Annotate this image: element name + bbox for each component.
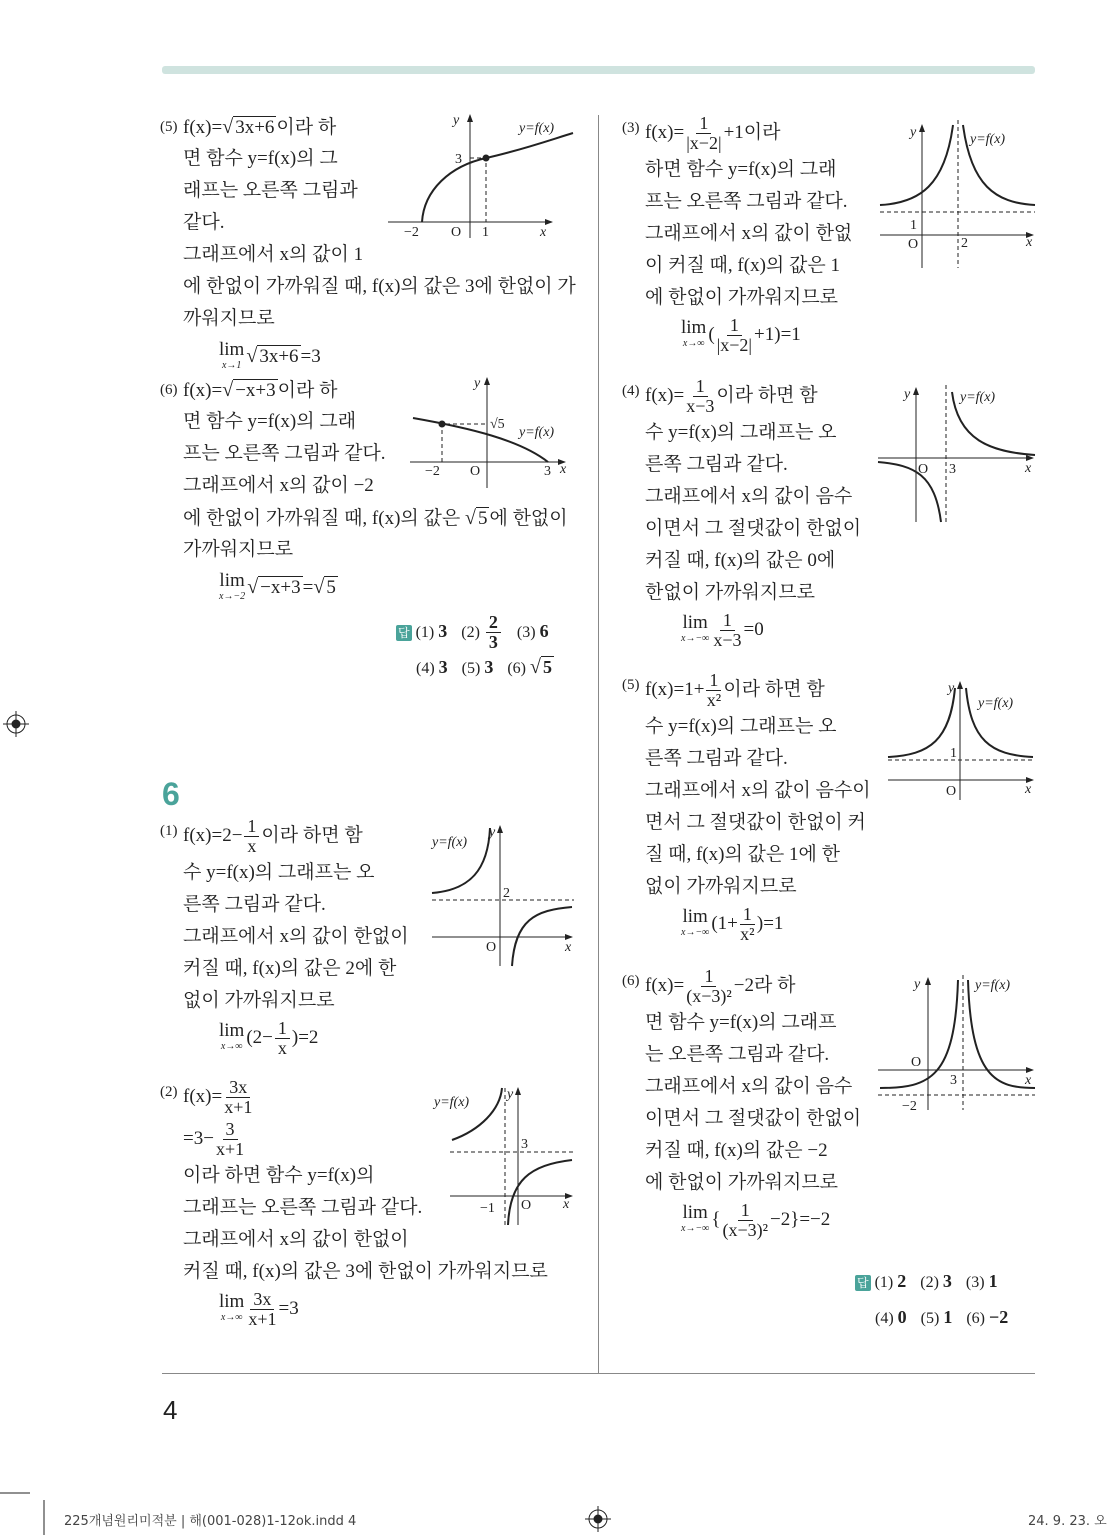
text-run: 그래프에서 x의 값이 음수	[645, 1076, 853, 1097]
text-run: 없이 가까워지므로	[645, 876, 797, 897]
answer-label: (4)	[875, 1310, 894, 1327]
axis-label: y	[948, 681, 955, 696]
text-run: 그래프는 오른쪽 그림과 같다.	[183, 1197, 423, 1218]
lim-text: lim	[682, 611, 708, 633]
tick-label: −2	[404, 225, 419, 240]
text-run: 까워지므로	[183, 308, 275, 329]
numerator: 1	[740, 905, 755, 925]
denominator: (x−3)²	[686, 986, 732, 1007]
graph-1-over-x-minus-3	[878, 385, 1035, 525]
lim-text: lim	[682, 1201, 708, 1223]
text-run: 커질 때, f(x)의 값은 3에 한없이 가까워지므로	[183, 1261, 548, 1282]
numerator: 1	[706, 671, 721, 691]
answer-badge: 답	[398, 626, 410, 641]
lim-text: lim	[219, 1019, 245, 1041]
tick-label: −2	[902, 1099, 917, 1114]
problem-label: (4)	[622, 383, 640, 399]
answer-value: 0	[897, 1307, 907, 1327]
text-run: 이라 하면 함	[723, 679, 825, 700]
axis-label: y	[910, 125, 917, 140]
lim-text: lim	[219, 338, 245, 360]
answer-badge: 답	[857, 1276, 869, 1291]
text-run: f(x)=	[183, 380, 223, 401]
tick-label: 1	[482, 225, 489, 240]
answer-label: (2)	[920, 1274, 939, 1291]
axis-label: x	[1026, 235, 1033, 250]
text-run: 에 한없이	[489, 508, 568, 529]
text-run: +1이라	[723, 122, 781, 143]
radicand: 5	[477, 508, 488, 529]
origin-label: O	[918, 462, 929, 477]
problem-label: (5)	[622, 677, 640, 693]
answer-label: (1)	[874, 1274, 894, 1291]
denominator: (x−3)²	[722, 1220, 768, 1241]
numerator: 2	[486, 613, 501, 633]
problem-label: (6)	[622, 973, 640, 989]
answer-value: 2	[897, 1271, 907, 1291]
answer-label: (5)	[461, 660, 481, 677]
origin-label: O	[451, 225, 462, 240]
origin-label: O	[908, 237, 919, 252]
tick-label: 2	[961, 236, 968, 251]
text-run: 같다.	[183, 212, 225, 233]
answer-label: (1)	[415, 624, 435, 641]
lim-text: lim	[682, 905, 708, 927]
answer-label: (6)	[966, 1310, 985, 1327]
origin-label: O	[946, 784, 957, 799]
denominator: x−3	[686, 396, 715, 417]
lim-subscript: x→∞	[220, 1311, 243, 1323]
text-run: 이라 하면 함	[716, 385, 818, 406]
text-run: 에 한없이 가까워질 때, f(x)의 값은 3에 한없이 가	[183, 276, 576, 297]
tick-label: 2	[503, 886, 510, 901]
text-run: 한없이 가까워지므로	[645, 582, 815, 603]
radical-sign: √	[246, 345, 258, 367]
text-run: 이라 하면 함	[261, 825, 363, 846]
text-run: 가까워지므로	[183, 539, 294, 560]
text-run: )=1	[756, 913, 784, 934]
text-run: 이라 하	[276, 117, 337, 138]
graph-1-over-abs-x-minus-2-plus-1	[880, 120, 1035, 268]
footer-date: 24. 9. 23. 오	[1028, 1514, 1107, 1529]
curve-label: y=f(x)	[519, 425, 555, 440]
axis-label: y	[453, 113, 460, 128]
lim-text: lim	[219, 569, 245, 591]
denominator: x²	[706, 690, 722, 711]
numerator: 1	[244, 817, 259, 837]
numerator: 1	[701, 967, 716, 987]
problem-label: (6)	[160, 382, 178, 398]
text-run: 래프는 오른쪽 그림과	[183, 180, 358, 201]
text-run: 면 함수 y=f(x)의 그래프	[645, 1012, 837, 1033]
text-run: 그래프에서 x의 값이 한없	[645, 223, 853, 244]
text-run: 면 함수 y=f(x)의 그래	[183, 411, 357, 432]
answer-value: 3	[438, 657, 448, 677]
text-run: 른쪽 그림과 같다.	[183, 894, 326, 915]
text-run: 이 커질 때, f(x)의 값은 1	[645, 255, 840, 276]
denominator: 3	[488, 632, 498, 653]
numerator: 1	[738, 1201, 753, 1221]
tick-label: −1	[480, 1201, 495, 1216]
denominator: x²	[740, 924, 755, 945]
denominator: x	[277, 1038, 287, 1059]
origin-label: O	[521, 1198, 532, 1213]
answer-label: (6)	[507, 660, 526, 677]
text-run: (2−	[246, 1027, 273, 1048]
text-run: 그래프에서 x의 값이 1	[183, 244, 364, 265]
radicand: −x+3	[235, 380, 276, 401]
text-run: f(x)=1+	[645, 679, 705, 700]
text-run: f(x)=2−	[183, 825, 243, 846]
footer-file: 225개념원리미적분 | 해(001-028)1-12ok.indd 4	[64, 1514, 357, 1529]
denominator: |x−2|	[686, 133, 722, 154]
axis-label: y	[489, 825, 496, 840]
text-run: f(x)=	[645, 385, 685, 406]
registration-mark	[0, 711, 611, 1535]
text-run: (1+	[711, 913, 738, 934]
curve-label: y=f(x)	[975, 978, 1011, 993]
curve-label: y=f(x)	[434, 1095, 470, 1110]
text-run: 커질 때, f(x)의 값은 0에	[645, 550, 836, 571]
problem-label: (2)	[160, 1084, 178, 1100]
curve-label: y=f(x)	[978, 696, 1014, 711]
text-run: )=2	[291, 1027, 319, 1048]
text-run: 이라 하	[277, 380, 338, 401]
text-run: 그래프에서 x의 값이 한없이	[183, 926, 409, 947]
text-run: 이면서 그 절댓값이 한없이	[645, 1108, 862, 1129]
tick-label: √5	[490, 417, 505, 432]
text-run: 프는 오른쪽 그림과 같다.	[645, 191, 848, 212]
graph-1-over-x-minus-3-squared-minus-2	[878, 975, 1035, 1110]
answer-value: 3	[438, 621, 448, 641]
denominator: x−3	[713, 630, 742, 651]
axis-label: x	[1025, 1073, 1032, 1088]
radical-sign: √	[313, 576, 325, 598]
text-run: −2}=−2	[770, 1209, 831, 1230]
text-run: =3	[300, 346, 321, 367]
text-run: 커질 때, f(x)의 값은 2에 한	[183, 958, 397, 979]
tick-label: 1	[950, 746, 957, 761]
text-run: 면서 그 절댓값이 한없이 커	[645, 812, 866, 833]
axis-label: x	[1025, 782, 1032, 797]
text-run: 프는 오른쪽 그림과 같다.	[183, 443, 386, 464]
text-run: 이라 하면 함수 y=f(x)의	[183, 1165, 375, 1186]
denominator: |x−2|	[716, 335, 753, 356]
curve-label: y=f(x)	[519, 121, 555, 136]
axis-label: x	[540, 225, 547, 240]
text-run: 수 y=f(x)의 그래프는 오	[645, 716, 837, 737]
radicand: 5	[542, 657, 552, 677]
text-run: =	[302, 577, 314, 598]
lim-subscript: x→−∞	[681, 632, 710, 644]
tick-label: 3	[455, 152, 462, 167]
numerator: 3x	[226, 1078, 250, 1098]
text-run: f(x)=	[183, 117, 223, 138]
axis-label: y	[474, 376, 481, 391]
text-run: 는 오른쪽 그림과 같다.	[645, 1044, 830, 1065]
problem-label: (3)	[622, 120, 640, 136]
tick-label: 3	[950, 1073, 957, 1088]
origin-label: O	[470, 464, 481, 479]
text-run: 하면 함수 y=f(x)의 그래	[645, 159, 837, 180]
text-run: 에 한없이 가까워지므로	[645, 1172, 839, 1193]
problem-label: (1)	[160, 823, 178, 839]
radicand: 5	[326, 577, 336, 598]
text-run: =3	[278, 1298, 299, 1319]
text-run: 면 함수 y=f(x)의 그	[183, 148, 338, 169]
radicand: 3x+6	[235, 117, 275, 138]
radicand: −x+3	[260, 577, 301, 598]
text-run: 그래프에서 x의 값이 −2	[183, 475, 374, 496]
radicand: 3x+6	[259, 346, 299, 367]
radical-sign: √	[247, 576, 259, 598]
answer-label: (5)	[920, 1310, 940, 1327]
lim-subscript: x→1	[221, 359, 242, 371]
answer-label: (2)	[461, 624, 480, 641]
lim-subscript: x→∞	[682, 337, 705, 349]
text-run: 수 y=f(x)의 그래프는 오	[183, 862, 375, 883]
text-run: 른쪽 그림과 같다.	[645, 454, 788, 475]
lim-subscript: x→−∞	[681, 1222, 710, 1234]
text-run: 그래프에서 x의 값이 음수이	[645, 780, 871, 801]
axis-label: y	[914, 977, 921, 992]
lim-subscript: x→−∞	[681, 926, 710, 938]
text-run: 수 y=f(x)의 그래프는 오	[645, 422, 837, 443]
axis-label: x	[1025, 461, 1032, 476]
text-run: +1)=1	[754, 324, 801, 345]
text-run: 질 때, f(x)의 값은 1에 한	[645, 844, 840, 865]
lim-subscript: x→∞	[220, 1040, 243, 1052]
curve-label: y=f(x)	[432, 835, 468, 850]
section-heading: 6	[162, 776, 180, 812]
tick-label: −2	[425, 464, 440, 479]
answer-label: (3)	[516, 624, 536, 641]
answer-value: 3	[484, 657, 494, 677]
numerator: 1	[696, 114, 711, 134]
radical-sign: √	[464, 507, 476, 529]
axis-label: y	[904, 387, 911, 402]
page-number: 4	[163, 1395, 178, 1425]
text-run: 커질 때, f(x)의 값은 −2	[645, 1140, 828, 1161]
text-run: f(x)=	[183, 1086, 223, 1107]
lim-text: lim	[681, 316, 707, 338]
numerator: 1	[720, 611, 735, 631]
answer-label: (4)	[416, 660, 435, 677]
answer-value: 6	[539, 621, 549, 641]
radical-sign: √	[222, 379, 234, 401]
numerator: 1	[693, 377, 708, 397]
text-run: 없이 가까워지므로	[183, 990, 335, 1011]
origin-label: O	[486, 940, 497, 955]
problem-label: (5)	[160, 119, 178, 135]
denominator: x+1	[215, 1139, 245, 1160]
answer-value: 1	[988, 1271, 998, 1291]
numerator: 1	[727, 316, 742, 336]
axis-label: x	[565, 940, 572, 955]
numerator: 1	[275, 1019, 290, 1039]
denominator: x+1	[224, 1097, 253, 1118]
text-run: =3−	[183, 1128, 214, 1149]
answer-label: (3)	[965, 1274, 985, 1291]
text-run: 그래프에서 x의 값이 한없이	[183, 1229, 409, 1250]
text-run: f(x)=	[645, 975, 685, 996]
text-run: 이면서 그 절댓값이 한없이	[645, 518, 862, 539]
text-run: (	[708, 324, 715, 345]
curve-label: y=f(x)	[960, 390, 996, 405]
text-run: =0	[743, 619, 764, 640]
axis-label: y	[507, 1087, 514, 1102]
denominator: x	[247, 836, 257, 857]
text-run: −2라 하	[733, 975, 796, 996]
radical-sign: √	[529, 656, 541, 678]
tick-label: 3	[949, 462, 956, 477]
answer-value: −2	[988, 1307, 1009, 1327]
text-run: 그래프에서 x의 값이 음수	[645, 486, 853, 507]
axis-label: x	[560, 462, 567, 477]
text-run: 에 한없이 가까워지므로	[645, 287, 839, 308]
answer-value: 1	[943, 1307, 953, 1327]
text-run: 에 한없이 가까워질 때, f(x)의 값은	[183, 508, 465, 529]
text-run: f(x)=	[645, 122, 685, 143]
tick-label: 1	[910, 218, 917, 233]
axis-label: x	[563, 1197, 570, 1212]
origin-label: O	[911, 1055, 922, 1070]
curve-label: y=f(x)	[970, 132, 1006, 147]
text-run: {	[711, 1209, 721, 1230]
lim-text: lim	[219, 1290, 245, 1312]
numerator: 3x	[250, 1290, 274, 1310]
radical-sign: √	[222, 116, 234, 138]
numerator: 3	[223, 1120, 238, 1140]
denominator: x+1	[248, 1309, 277, 1330]
lim-subscript: x→−2	[219, 590, 246, 602]
text-run: 른쪽 그림과 같다.	[645, 748, 788, 769]
answer-value: 3	[942, 1271, 952, 1291]
tick-label: 3	[544, 464, 551, 479]
tick-label: 3	[521, 1137, 528, 1152]
